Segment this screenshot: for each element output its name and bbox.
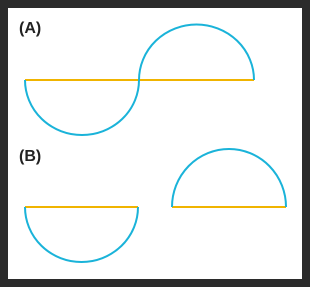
panel-b-lower-semicircle: [25, 207, 138, 262]
panel-b-upper-semicircle: [172, 149, 286, 207]
panel-a-upper-semicircle: [139, 25, 254, 80]
panel-a-label: (A): [19, 20, 42, 37]
panel-b-label: (B): [19, 148, 42, 165]
panel-a-lower-semicircle: [25, 80, 139, 135]
